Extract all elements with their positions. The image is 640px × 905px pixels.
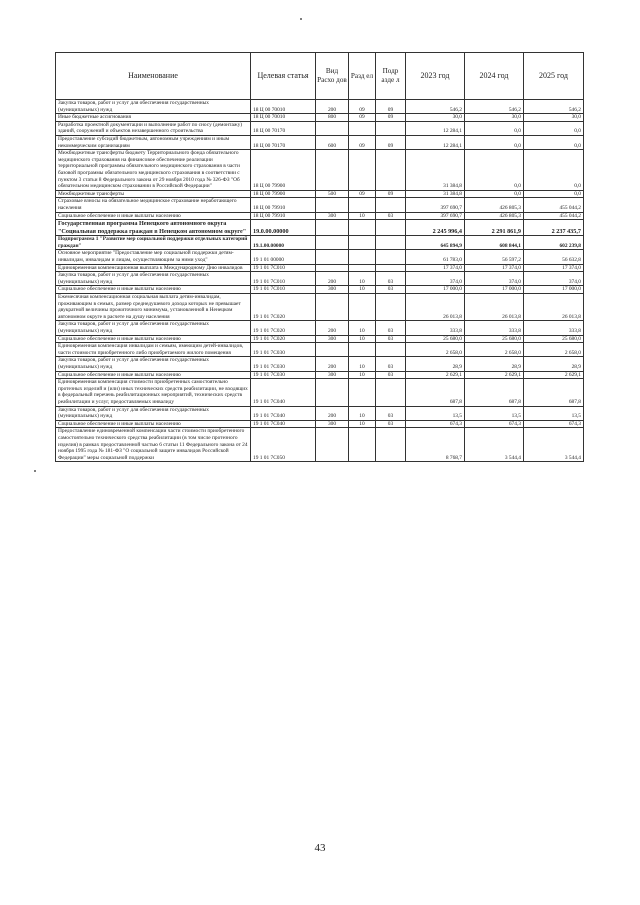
row-2023: 333,8 bbox=[406, 321, 465, 335]
row-code: 19 1 01 7C010 bbox=[251, 272, 316, 286]
row-2024: 3 544,4 bbox=[465, 428, 524, 462]
row-2024: 608 844,1 bbox=[465, 236, 524, 250]
row-name: Межбюджетные трансферты бюджету Территориального фонда обязательного медицинского страхования на финансовое обеспечение реализации территориальной программы обязательного медицинского страхования в части базовой программы обязательного медицинского страхования в соответствии с пунктом 3 статьи 8 Федерального закона от 29 ноября 2010 года № 326-ФЗ "Об обязательном медицинском страховании в Российской Федерации" bbox=[56, 150, 251, 191]
header-name: Наименование bbox=[56, 53, 251, 100]
row-2025: 0,0 bbox=[524, 121, 584, 135]
header-pr: Подр азде л bbox=[376, 53, 406, 100]
row-2023: 2 245 996,4 bbox=[406, 220, 465, 236]
row-2024: 0,0 bbox=[465, 135, 524, 149]
row-rz bbox=[349, 250, 376, 264]
row-2025: 56 632,8 bbox=[524, 250, 584, 264]
row-vr: 200 bbox=[316, 272, 349, 286]
row-rz bbox=[349, 294, 376, 321]
row-vr bbox=[316, 198, 349, 212]
row-2023: 687,8 bbox=[406, 379, 465, 406]
row-pr: 03 bbox=[376, 321, 406, 335]
row-code: 19.0.00.00000 bbox=[251, 220, 316, 236]
table-row bbox=[56, 236, 584, 250]
row-rz bbox=[349, 220, 376, 236]
row-pr: 03 bbox=[376, 212, 406, 220]
table-row bbox=[56, 220, 584, 236]
row-code: 19 1 01 7C020 bbox=[251, 335, 316, 343]
row-pr: 09 bbox=[376, 190, 406, 198]
row-code: 19 1 01 7C040 bbox=[251, 406, 316, 420]
row-pr: 09 bbox=[376, 114, 406, 122]
row-pr bbox=[376, 220, 406, 236]
row-vr: 300 bbox=[316, 212, 349, 220]
row-vr bbox=[316, 379, 349, 406]
row-2023: 12 284,1 bbox=[406, 121, 465, 135]
row-pr bbox=[376, 150, 406, 191]
row-name: Закупка товаров, работ и услуг для обеспечения государственных (муниципальных) нужд bbox=[56, 406, 251, 420]
row-code: 18 Ц 00 79910 bbox=[251, 198, 316, 212]
row-rz bbox=[349, 121, 376, 135]
row-rz: 10 bbox=[349, 212, 376, 220]
row-code: 19 1 01 7C020 bbox=[251, 321, 316, 335]
row-vr: 300 bbox=[316, 420, 349, 428]
page-number: 43 bbox=[314, 842, 326, 854]
row-vr: 500 bbox=[316, 190, 349, 198]
row-2024: 26 013,8 bbox=[465, 294, 524, 321]
row-2024: 2 291 861,9 bbox=[465, 220, 524, 236]
row-code: 19.1.00.00000 bbox=[251, 236, 316, 250]
row-code: 19 1 01 7C010 bbox=[251, 264, 316, 272]
row-2025: 333,8 bbox=[524, 321, 584, 335]
row-pr: 03 bbox=[376, 406, 406, 420]
row-code: 19 1 01 7C030 bbox=[251, 357, 316, 371]
row-name: Межбюджетные трансферты bbox=[56, 190, 251, 198]
row-2023: 374,0 bbox=[406, 272, 465, 286]
row-rz: 09 bbox=[349, 135, 376, 149]
table-row bbox=[56, 286, 584, 294]
row-rz: 10 bbox=[349, 335, 376, 343]
row-2023: 17 374,0 bbox=[406, 264, 465, 272]
row-rz bbox=[349, 379, 376, 406]
row-rz: 09 bbox=[349, 100, 376, 114]
row-pr: 03 bbox=[376, 272, 406, 286]
row-rz: 10 bbox=[349, 321, 376, 335]
row-name: Единовременная компенсация стоимости приобретенных самостоятельно протезных изделий и (или) иных технических средств реабилитации, не входящих в федеральный перечень реабилитационных мероприятий, технических средств реабилитации и услуг, предоставляемых инвалиду bbox=[56, 379, 251, 406]
table-row bbox=[56, 198, 584, 212]
row-2024: 28,9 bbox=[465, 357, 524, 371]
row-2023: 31 384,8 bbox=[406, 190, 465, 198]
row-2024: 56 597,2 bbox=[465, 250, 524, 264]
row-name: Разработка проектной документации и выполнение работ по сносу (демонтажу) зданий, сооружений и объектов незавершенного строительства bbox=[56, 121, 251, 135]
row-2025: 17 374,0 bbox=[524, 264, 584, 272]
row-2023: 645 894,9 bbox=[406, 236, 465, 250]
table-row bbox=[56, 428, 584, 462]
row-2024: 426 805,3 bbox=[465, 212, 524, 220]
budget-table bbox=[55, 52, 584, 462]
row-vr: 300 bbox=[316, 286, 349, 294]
row-2023: 26 013,8 bbox=[406, 294, 465, 321]
table-row bbox=[56, 135, 584, 149]
row-2025: 25 680,0 bbox=[524, 335, 584, 343]
row-name: Закупка товаров, работ и услуг для обеспечения государственных (муниципальных) нужд bbox=[56, 100, 251, 114]
table-row bbox=[56, 406, 584, 420]
table-row bbox=[56, 272, 584, 286]
row-name: Социальное обеспечение и иные выплаты населению bbox=[56, 335, 251, 343]
row-2024: 17 000,0 bbox=[465, 286, 524, 294]
row-code: 18 Ц 00 70170 bbox=[251, 121, 316, 135]
row-2024: 374,0 bbox=[465, 272, 524, 286]
row-code: 18 Ц 00 70010 bbox=[251, 100, 316, 114]
row-code: 19 1 01 7C040 bbox=[251, 420, 316, 428]
row-rz bbox=[349, 428, 376, 462]
row-rz: 10 bbox=[349, 272, 376, 286]
row-vr bbox=[316, 121, 349, 135]
row-pr: 03 bbox=[376, 357, 406, 371]
row-2023: 61 783,0 bbox=[406, 250, 465, 264]
row-code: 19 1 01 7C020 bbox=[251, 294, 316, 321]
row-2024: 0,0 bbox=[465, 190, 524, 198]
row-vr bbox=[316, 294, 349, 321]
row-vr: 300 bbox=[316, 335, 349, 343]
table-row bbox=[56, 212, 584, 220]
table-row bbox=[56, 100, 584, 114]
row-name: Страховые взносы на обязательное медицинское страхование неработающего населения bbox=[56, 198, 251, 212]
header-vr: Вид Расхо дов bbox=[316, 53, 349, 100]
row-2023: 30,0 bbox=[406, 114, 465, 122]
row-name: Социальное обеспечение и иные выплаты населению bbox=[56, 212, 251, 220]
row-2025: 2 237 435,7 bbox=[524, 220, 584, 236]
row-name: Социальное обеспечение и иные выплаты населению bbox=[56, 286, 251, 294]
row-2025: 374,0 bbox=[524, 272, 584, 286]
row-rz: 10 bbox=[349, 406, 376, 420]
row-code: 18 Ц 00 70010 bbox=[251, 114, 316, 122]
row-pr: 03 bbox=[376, 286, 406, 294]
row-2023: 17 000,0 bbox=[406, 286, 465, 294]
row-rz: 10 bbox=[349, 286, 376, 294]
row-name: Иные бюджетные ассигнования bbox=[56, 114, 251, 122]
table-row bbox=[56, 420, 584, 428]
row-vr bbox=[316, 250, 349, 264]
row-rz: 09 bbox=[349, 190, 376, 198]
row-name: Социальное обеспечение и иные выплаты населению bbox=[56, 371, 251, 379]
row-name: Ежемесячная компенсационная социальная выплата детям-инвалидам, проживающим в семьях, размер среднедушевого дохода которых не превышает двукратной величины прожиточного минимума, установленной в Ненецком автономном округе в расчете на душу населения bbox=[56, 294, 251, 321]
table-row bbox=[56, 357, 584, 371]
row-2023: 8 768,7 bbox=[406, 428, 465, 462]
row-pr bbox=[376, 236, 406, 250]
row-code: 19 1 01 00000 bbox=[251, 250, 316, 264]
row-2024: 333,8 bbox=[465, 321, 524, 335]
row-rz bbox=[349, 264, 376, 272]
row-2023: 397 690,7 bbox=[406, 198, 465, 212]
row-pr bbox=[376, 294, 406, 321]
row-vr bbox=[316, 264, 349, 272]
row-rz: 10 bbox=[349, 371, 376, 379]
row-2025: 0,0 bbox=[524, 135, 584, 149]
row-code: 18 Ц 00 79900 bbox=[251, 150, 316, 191]
row-vr bbox=[316, 343, 349, 357]
row-2025: 0,0 bbox=[524, 190, 584, 198]
row-2025: 455 044,2 bbox=[524, 198, 584, 212]
row-2023: 12 284,1 bbox=[406, 135, 465, 149]
row-vr bbox=[316, 220, 349, 236]
row-2025: 26 013,8 bbox=[524, 294, 584, 321]
header-2023: 2023 год bbox=[406, 53, 465, 100]
row-vr: 200 bbox=[316, 321, 349, 335]
header-rz: Разд ел bbox=[349, 53, 376, 100]
row-2024: 687,8 bbox=[465, 379, 524, 406]
header-code: Целевая статья bbox=[251, 53, 316, 100]
row-code: 19 1 01 7C050 bbox=[251, 428, 316, 462]
row-name: Социальное обеспечение и иные выплаты населению bbox=[56, 420, 251, 428]
row-name: Единовременная компенсационная выплата к Международному Дню инвалидов bbox=[56, 264, 251, 272]
table-row bbox=[56, 371, 584, 379]
row-pr: 03 bbox=[376, 335, 406, 343]
row-name: Основное мероприятие "Предоставление мер социальной поддержки детям-инвалидам, инвалидам и лицам, осуществляющим за ними уход" bbox=[56, 250, 251, 264]
row-vr: 800 bbox=[316, 114, 349, 122]
row-2025: 2 629,1 bbox=[524, 371, 584, 379]
row-2024: 0,0 bbox=[465, 121, 524, 135]
row-name: Подпрограмма 1 "Развитие мер социальной поддержки отдельных категорий граждан" bbox=[56, 236, 251, 250]
row-2024: 2 658,0 bbox=[465, 343, 524, 357]
header-2024: 2024 год bbox=[465, 53, 524, 100]
row-pr: 03 bbox=[376, 420, 406, 428]
row-pr: 09 bbox=[376, 135, 406, 149]
row-2025: 2 658,0 bbox=[524, 343, 584, 357]
header-2025: 2025 год bbox=[524, 53, 584, 100]
row-vr: 200 bbox=[316, 357, 349, 371]
row-rz: 10 bbox=[349, 420, 376, 428]
row-2025: 455 044,2 bbox=[524, 212, 584, 220]
row-name: Государственная программа Ненецкого автономного округа "Социальная поддержка граждан в Ненецком автономном округе" bbox=[56, 220, 251, 236]
row-2023: 674,3 bbox=[406, 420, 465, 428]
table-row bbox=[56, 294, 584, 321]
row-2024: 30,0 bbox=[465, 114, 524, 122]
row-2024: 0,0 bbox=[465, 150, 524, 191]
row-vr bbox=[316, 150, 349, 191]
row-2024: 2 629,1 bbox=[465, 371, 524, 379]
table-row bbox=[56, 321, 584, 335]
table-row bbox=[56, 343, 584, 357]
row-name: Закупка товаров, работ и услуг для обеспечения государственных (муниципальных) нужд bbox=[56, 321, 251, 335]
row-2023: 13,5 bbox=[406, 406, 465, 420]
table-row bbox=[56, 335, 584, 343]
row-pr: 09 bbox=[376, 100, 406, 114]
row-code: 19 1 01 7C030 bbox=[251, 371, 316, 379]
row-2023: 2 629,1 bbox=[406, 371, 465, 379]
row-vr: 200 bbox=[316, 406, 349, 420]
row-vr: 300 bbox=[316, 371, 349, 379]
row-2025: 674,3 bbox=[524, 420, 584, 428]
row-pr bbox=[376, 198, 406, 212]
table-body bbox=[56, 100, 584, 462]
row-2023: 25 680,0 bbox=[406, 335, 465, 343]
row-rz bbox=[349, 198, 376, 212]
row-name: Предоставление единовременной компенсации части стоимости приобретенного самостоятельно технического средства реабилитации (в том числе протезного изделия) в рамках предоставленной частью 6 статьи 11 Федерального закона от 24 ноября 1995 года № 181-ФЗ "О социальной защите инвалидов Российской Федерации" меры социальной поддержки bbox=[56, 428, 251, 462]
row-code: 18 Ц 00 79910 bbox=[251, 212, 316, 220]
row-rz: 09 bbox=[349, 114, 376, 122]
table-row bbox=[56, 190, 584, 198]
row-name: Закупка товаров, работ и услуг для обеспечения государственных (муниципальных) нужд bbox=[56, 357, 251, 371]
row-2025: 3 544,4 bbox=[524, 428, 584, 462]
row-name: Предоставление субсидий бюджетным, автономным учреждениям и иным некоммерческим организациям bbox=[56, 135, 251, 149]
table-row bbox=[56, 264, 584, 272]
table-row bbox=[56, 379, 584, 406]
row-2025: 546,2 bbox=[524, 100, 584, 114]
table-row bbox=[56, 114, 584, 122]
table-row bbox=[56, 150, 584, 191]
row-vr: 600 bbox=[316, 135, 349, 149]
row-pr bbox=[376, 250, 406, 264]
row-rz bbox=[349, 343, 376, 357]
row-vr bbox=[316, 236, 349, 250]
row-rz: 10 bbox=[349, 357, 376, 371]
table-header-row bbox=[56, 53, 584, 100]
row-code: 19 1 01 7C030 bbox=[251, 343, 316, 357]
row-2024: 13,5 bbox=[465, 406, 524, 420]
row-2023: 397 690,7 bbox=[406, 212, 465, 220]
row-2024: 426 805,3 bbox=[465, 198, 524, 212]
row-2024: 546,2 bbox=[465, 100, 524, 114]
table-row bbox=[56, 250, 584, 264]
row-pr bbox=[376, 379, 406, 406]
row-2024: 674,3 bbox=[465, 420, 524, 428]
row-code: 19 1 01 7C010 bbox=[251, 286, 316, 294]
row-pr bbox=[376, 264, 406, 272]
row-pr bbox=[376, 343, 406, 357]
row-2025: 0,0 bbox=[524, 150, 584, 191]
scan-speck bbox=[300, 18, 302, 20]
row-2023: 28,9 bbox=[406, 357, 465, 371]
row-name: Закупка товаров, работ и услуг для обеспечения государственных (муниципальных) нужд bbox=[56, 272, 251, 286]
row-2025: 602 239,8 bbox=[524, 236, 584, 250]
row-code: 18 Ц 00 79900 bbox=[251, 190, 316, 198]
row-2025: 28,9 bbox=[524, 357, 584, 371]
row-2024: 17 374,0 bbox=[465, 264, 524, 272]
row-vr bbox=[316, 428, 349, 462]
row-2024: 25 680,0 bbox=[465, 335, 524, 343]
row-pr bbox=[376, 428, 406, 462]
scan-speck bbox=[34, 470, 36, 472]
row-2023: 31 384,8 bbox=[406, 150, 465, 191]
row-2025: 17 000,0 bbox=[524, 286, 584, 294]
row-2023: 2 658,0 bbox=[406, 343, 465, 357]
row-vr: 200 bbox=[316, 100, 349, 114]
row-rz bbox=[349, 150, 376, 191]
row-2023: 546,2 bbox=[406, 100, 465, 114]
row-code: 19 1 01 7C040 bbox=[251, 379, 316, 406]
table-row bbox=[56, 121, 584, 135]
row-code: 18 Ц 00 70170 bbox=[251, 135, 316, 149]
row-rz bbox=[349, 236, 376, 250]
row-2025: 30,0 bbox=[524, 114, 584, 122]
row-name: Единовременная компенсация инвалидам и семьям, имеющим детей-инвалидов, части стоимости приобретенного либо приобретаемого жилого помещения bbox=[56, 343, 251, 357]
row-2025: 687,8 bbox=[524, 379, 584, 406]
row-pr: 03 bbox=[376, 371, 406, 379]
row-2025: 13,5 bbox=[524, 406, 584, 420]
row-pr bbox=[376, 121, 406, 135]
